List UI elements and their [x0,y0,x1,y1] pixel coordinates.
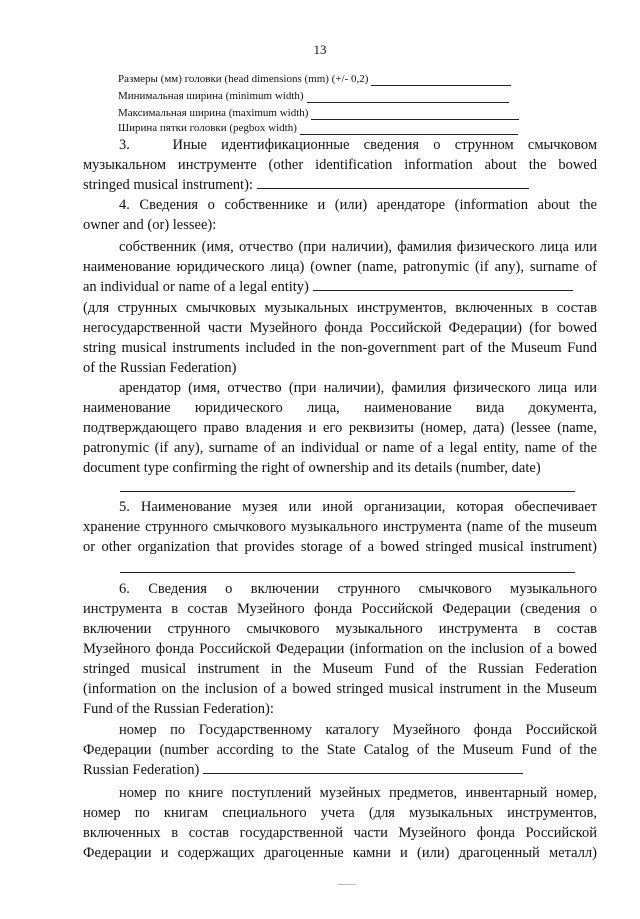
section-4 [83,195,597,235]
field-label: Ширина пятки головки (pegbox width) [118,122,297,134]
book-line: номер по книгам специального учета (для музыкальных инструментов, [83,805,597,821]
field-head-dimensions [118,72,511,86]
section-text: stringed musical instrument): [83,177,253,193]
lessee-line: document type confirming the right of ownership and its details (number, date) [83,460,541,476]
blank-line[interactable] [313,278,573,291]
blank-line[interactable] [307,92,509,103]
catalog-line: Федерации (number according to the State Catalog of the Museum Fund of the [83,742,597,758]
scan-mark [338,884,356,885]
owner-line [83,277,597,297]
section-4-heading: 4. Сведения о собственнике и (или) арендаторе (information about the [119,197,597,213]
field-minimum-width [118,89,509,103]
section-3-line: музыкальном инструменте (other identification information about the bowed [83,157,597,173]
section-6-line: включении струнного смычкового музыкального инструмента в состав [83,621,597,637]
page-number: 13 [313,42,327,57]
note-line: of the Russian Federation) [83,360,237,376]
section-5 [83,497,597,557]
section-6-line: Fund of the Russian Federation): [83,701,274,717]
catalog-text: Russian Federation) [83,762,200,778]
owner-line: собственник (имя, отчество (при наличии), фамилия физического лица или [119,239,597,255]
blank-line[interactable] [203,761,523,774]
lessee-line: арендатор (имя, отчество (при наличии), фамилия физического лица или [119,380,597,396]
lessee-line: patronymic (if any), surname of an individual or name of a legal entity, name of the [83,440,597,456]
lessee-line: наименование юридического лица, наименование вида документа, [83,400,597,416]
section-6-line: Музейного фонда Российской Федерации (information on the inclusion of a bowed [83,641,597,657]
section-6-line: stringed musical instrument in the Museum Fund of the Russian Federation [83,661,597,677]
section-6-line: 6. Сведения о включении струнного смычкового музыкального [119,581,597,597]
section-5-line: or other organization that provides storage of a bowed stringed musical instrument) [83,539,597,555]
section-5-line: хранение струнного смычкового музыкального инструмента (name of the museum [83,519,597,535]
section-6-line: инструмента в состав Музейного фонда Российской Федерации (сведения о [83,601,597,617]
section-3-line [83,135,597,155]
note-line: string musical instruments included in the non-government part of the Museum Fund [83,340,597,356]
blank-line[interactable] [120,491,575,492]
book-line: Федерации и содержащих драгоценные камни и (или) драгоценный металл) [83,845,597,861]
catalog-block [83,720,597,780]
field-label: Максимальная ширина (maximum width) [118,107,309,119]
owner-line: наименование юридического лица) (owner (name, patronymic (if any), surname of [83,259,597,275]
book-line: номер по книге поступлений музейных предметов, инвентарный номер, [119,785,597,801]
field-label: Размеры (мм) головки (head dimensions (mm) (+/- 0,2) [118,73,369,85]
book-block [83,783,597,863]
field-maximum-width [118,106,519,120]
field-label: Минимальная ширина (minimum width) [118,90,304,102]
lessee-line: подтверждающего право владения и его реквизиты (номер, дата) (lessee (name, [83,420,597,436]
field-pegbox-width [118,121,518,135]
lessee-block [83,378,597,478]
note-line: (для струнных смычковых музыкальных инструментов, включенных в состав [83,300,597,316]
blank-line[interactable] [300,124,518,135]
section-4-heading-cont: owner and (or) lessee): [83,217,217,233]
section-number: 3. [119,137,130,153]
blank-line[interactable] [120,572,575,573]
book-line: включенных в состав государственной части Музейного фонда Российской [83,825,597,841]
blank-line[interactable] [311,109,519,120]
owner-block [83,237,597,297]
blank-line[interactable] [371,75,511,86]
blank-line[interactable] [257,176,529,189]
section-6 [83,579,597,719]
catalog-line: номер по Государственному каталогу Музейного фонда Российской [119,722,597,738]
note-block [83,298,597,378]
section-3-line [83,175,597,195]
owner-text: an individual or name of a legal entity) [83,279,309,295]
note-line: негосударственной части Музейного фонда Российской Федерации) (for bowed [83,320,597,336]
section-text: Иные идентификационные сведения о струнном смычковом [172,137,598,153]
section-3 [83,135,597,195]
section-6-line: (information on the inclusion of a bowed stringed musical instrument in the Museum [83,681,597,697]
section-5-line: 5. Наименование музея или иной организации, которая обеспечивает [119,499,597,515]
catalog-line [83,760,597,780]
